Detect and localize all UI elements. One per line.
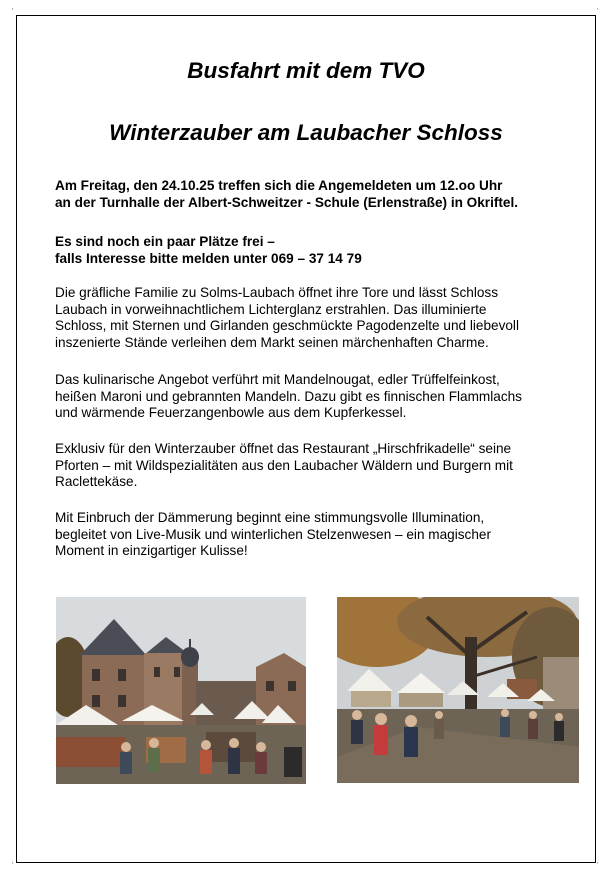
text-line: heißen Maroni und gebrannten Mandeln. Dazu gibt es finnischen Flammlachs bbox=[55, 388, 522, 404]
text-line: Exklusiv für den Winterzauber öffnet das Restaurant „Hirschfrikadelle“ seine bbox=[55, 441, 512, 456]
castle-photo bbox=[56, 597, 306, 784]
corner-mark: ' bbox=[12, 7, 14, 16]
availability-info bbox=[55, 234, 590, 267]
paragraph-culinary bbox=[55, 372, 590, 422]
corner-mark: ' bbox=[12, 861, 14, 870]
text-line: Moment in einzigartiger Kulisse! bbox=[55, 543, 248, 558]
market-photo bbox=[337, 597, 579, 783]
meeting-line: an der Turnhalle der Albert-Schweitzer - Schule (Erlenstraße) in Okriftel. bbox=[55, 194, 519, 210]
text-line: Die gräfliche Familie zu Solms-Laubach öffnet ihre Tore und lässt Schloss bbox=[55, 285, 499, 300]
text-line: begleitet von Live-Musik und winterlichen Stelzenwesen – ein magischer bbox=[55, 526, 491, 542]
page-subtitle: Winterzauber am Laubacher Schloss bbox=[109, 120, 503, 145]
text-line: Schloss, mit Sternen und Girlanden geschmückte Pagodenzelte und liebevoll bbox=[55, 318, 519, 333]
corner-mark: ' bbox=[597, 7, 599, 16]
text-line: Das kulinarische Angebot verführt mit Mandelnougat, edler Trüffelfeinkost, bbox=[55, 372, 500, 387]
paragraph-restaurant bbox=[55, 441, 590, 491]
text-line: Pforten – mit Wildspezialitäten aus den Laubacher Wäldern und Burgern mit bbox=[55, 457, 513, 473]
availability-line: falls Interesse bitte melden unter 069 – 37 14 79 bbox=[55, 250, 362, 266]
text-line: Mit Einbruch der Dämmerung beginnt eine stimmungsvolle Illumination, bbox=[55, 510, 485, 525]
text-line: und wärmende Feuerzangenbowle aus dem Kupferkessel. bbox=[55, 405, 407, 420]
paragraph-castle bbox=[55, 285, 590, 351]
page-title: Busfahrt mit dem TVO bbox=[187, 58, 425, 83]
corner-mark: ' bbox=[597, 861, 599, 870]
paragraph-illumination bbox=[55, 510, 590, 560]
text-line: Raclettekäse. bbox=[55, 474, 138, 489]
text-line: inszenierte Stände verleihen dem Markt seinen märchenhaften Charme. bbox=[55, 334, 489, 350]
text-line: Laubach in vorweihnachtlichem Lichterglanz erstrahlen. Das illuminierte bbox=[55, 301, 487, 317]
meeting-line: Am Freitag, den 24.10.25 treffen sich die Angemeldeten um 12.oo Uhr bbox=[55, 178, 503, 193]
availability-line: Es sind noch ein paar Plätze frei – bbox=[55, 234, 275, 249]
meeting-info bbox=[55, 178, 590, 211]
